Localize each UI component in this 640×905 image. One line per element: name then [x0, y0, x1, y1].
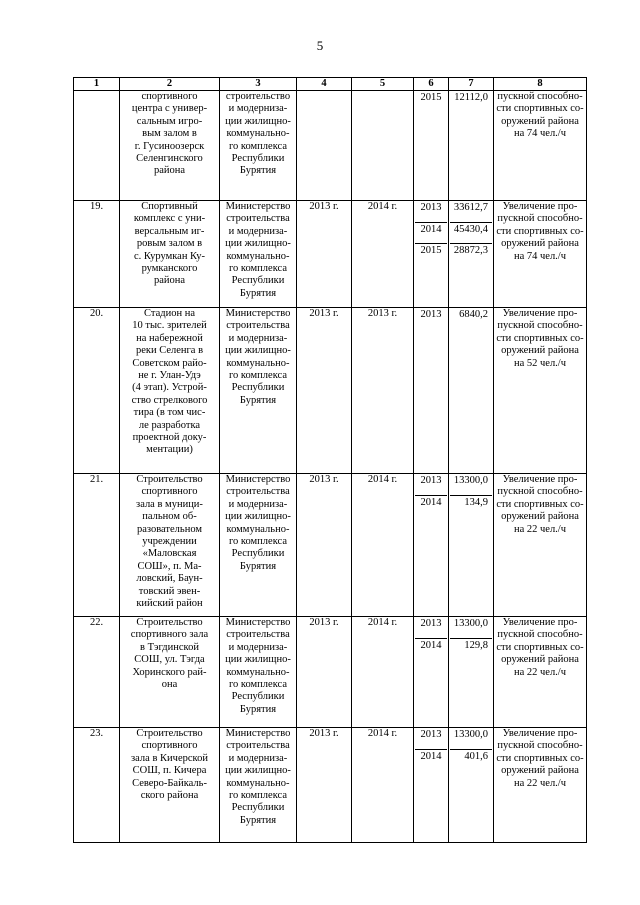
header-col-6: 6 — [414, 78, 449, 91]
header-col-8: 8 — [494, 78, 587, 91]
funding-amounts — [449, 474, 494, 617]
funding-amount: 13300,0 — [453, 475, 488, 486]
funding-amount: 401,6 — [450, 749, 492, 770]
funding-amount: 45430,4 — [450, 222, 492, 243]
funding-amount: 134,9 — [450, 495, 492, 516]
funding-year: 2014 — [415, 495, 447, 516]
table-row — [74, 308, 587, 474]
funding-year: 2013 — [420, 202, 442, 213]
funding-years — [414, 474, 449, 617]
expected-result: Увеличение про- пускной способно- сти спортивных со- оружений района на 22 чел./ч — [494, 474, 587, 617]
object-name: Стадион на 10 тыс. зрителей на набережной реки Селенга в Советском райо- не г. Улан-Удэ (4 этап). Устрой- ство стрелкового тира (в том чис- ле разработка проектной доку- ментации) — [120, 308, 220, 474]
responsible-org: Министерство строительства и модерниза- ции жилищно- коммунально- го комплекса Республики Бурятия — [220, 474, 297, 617]
start-year: 2013 г. — [297, 728, 352, 843]
funding-amounts — [449, 201, 494, 308]
funding-year: 2015 — [420, 92, 442, 103]
table-row — [74, 617, 587, 728]
header-col-2: 2 — [120, 78, 220, 91]
funding-amount: 129,8 — [450, 638, 492, 659]
table-row — [74, 474, 587, 617]
funding-years — [414, 728, 449, 843]
row-number: 20. — [74, 308, 120, 474]
funding-year: 2014 — [415, 749, 447, 770]
table-row — [74, 91, 587, 201]
object-name: Строительство спортивного зала в муници- пальном об- разовательном учреждении «Маловская СОШ», п. Ма- ловский, Баун- товский эвен- кийский район — [120, 474, 220, 617]
funding-years — [414, 201, 449, 308]
funding-years — [414, 91, 449, 201]
funding-amount: 33612,7 — [453, 202, 488, 213]
funding-year: 2014 — [415, 222, 447, 243]
header-col-3: 3 — [220, 78, 297, 91]
responsible-org: Министерство строительства и модерниза- ции жилищно- коммунально- го комплекса Республики Бурятия — [220, 617, 297, 728]
header-col-4: 4 — [297, 78, 352, 91]
funding-amount: 13300,0 — [453, 618, 488, 629]
table-row — [74, 201, 587, 308]
end-year: 2013 г. — [352, 308, 414, 474]
funding-year: 2013 — [420, 309, 442, 320]
expected-result: Увеличение про- пускной способно- сти спортивных со- оружений района на 22 чел./ч — [494, 728, 587, 843]
table-body — [74, 91, 587, 843]
object-name: Строительство спортивного зала в Кичерской СОШ, п. Кичера Северо-Байкаль- ского района — [120, 728, 220, 843]
object-name: спортивного центра с универ- сальным игро- вым залом в г. Гусиноозерск Селенгинского района — [120, 91, 220, 201]
funding-amount: 13300,0 — [453, 729, 488, 740]
funding-amounts — [449, 617, 494, 728]
header-col-5: 5 — [352, 78, 414, 91]
funding-amount: 12112,0 — [454, 92, 488, 103]
end-year: 2014 г. — [352, 617, 414, 728]
start-year — [297, 91, 352, 201]
row-number: 23. — [74, 728, 120, 843]
funding-year: 2013 — [420, 618, 442, 629]
funding-amounts — [449, 91, 494, 201]
funding-amount: 6840,2 — [459, 309, 488, 320]
end-year: 2014 г. — [352, 201, 414, 308]
end-year: 2014 г. — [352, 728, 414, 843]
start-year: 2013 г. — [297, 474, 352, 617]
program-table — [73, 77, 587, 843]
funding-year: 2013 — [420, 729, 442, 740]
row-number: 19. — [74, 201, 120, 308]
funding-years — [414, 617, 449, 728]
responsible-org: Министерство строительства и модерниза- ции жилищно- коммунально- го комплекса Республики Бурятия — [220, 728, 297, 843]
expected-result: Увеличение про- пускной способно- сти спортивных со- оружений района на 74 чел./ч — [494, 201, 587, 308]
funding-years — [414, 308, 449, 474]
object-name: Строительство спортивного зала в Тэгдинской СОШ, ул. Тэгда Хоринского рай- она — [120, 617, 220, 728]
end-year — [352, 91, 414, 201]
responsible-org: строительство и модерниза- ции жилищно- коммунально- го комплекса Республики Бурятия — [220, 91, 297, 201]
funding-amount: 28872,3 — [450, 243, 492, 264]
start-year: 2013 г. — [297, 201, 352, 308]
header-col-7: 7 — [449, 78, 494, 91]
expected-result: Увеличение про- пускной способно- сти спортивных со- оружений района на 22 чел./ч — [494, 617, 587, 728]
start-year: 2013 г. — [297, 617, 352, 728]
row-number: 22. — [74, 617, 120, 728]
expected-result: пускной способно- сти спортивных со- оружений района на 74 чел./ч — [494, 91, 587, 201]
funding-amounts — [449, 728, 494, 843]
page-number: 5 — [316, 38, 324, 53]
funding-year: 2014 — [415, 638, 447, 659]
funding-amounts — [449, 308, 494, 474]
header-row — [74, 78, 587, 91]
responsible-org: Министерство строительства и модерниза- ции жилищно- коммунально- го комплекса Республики Бурятия — [220, 308, 297, 474]
object-name: Спортивный комплекс с уни- версальным иг- ровым залом в с. Курумкан Ку- румканского района — [120, 201, 220, 308]
header-col-1: 1 — [74, 78, 120, 91]
funding-year: 2013 — [420, 475, 442, 486]
row-number — [74, 91, 120, 201]
end-year: 2014 г. — [352, 474, 414, 617]
start-year: 2013 г. — [297, 308, 352, 474]
expected-result: Увеличение про- пускной способно- сти спортивных со- оружений района на 52 чел./ч — [494, 308, 587, 474]
row-number: 21. — [74, 474, 120, 617]
table-row — [74, 728, 587, 843]
funding-year: 2015 — [415, 243, 447, 264]
responsible-org: Министерство строительства и модерниза- ции жилищно- коммунально- го комплекса Республики Бурятия — [220, 201, 297, 308]
